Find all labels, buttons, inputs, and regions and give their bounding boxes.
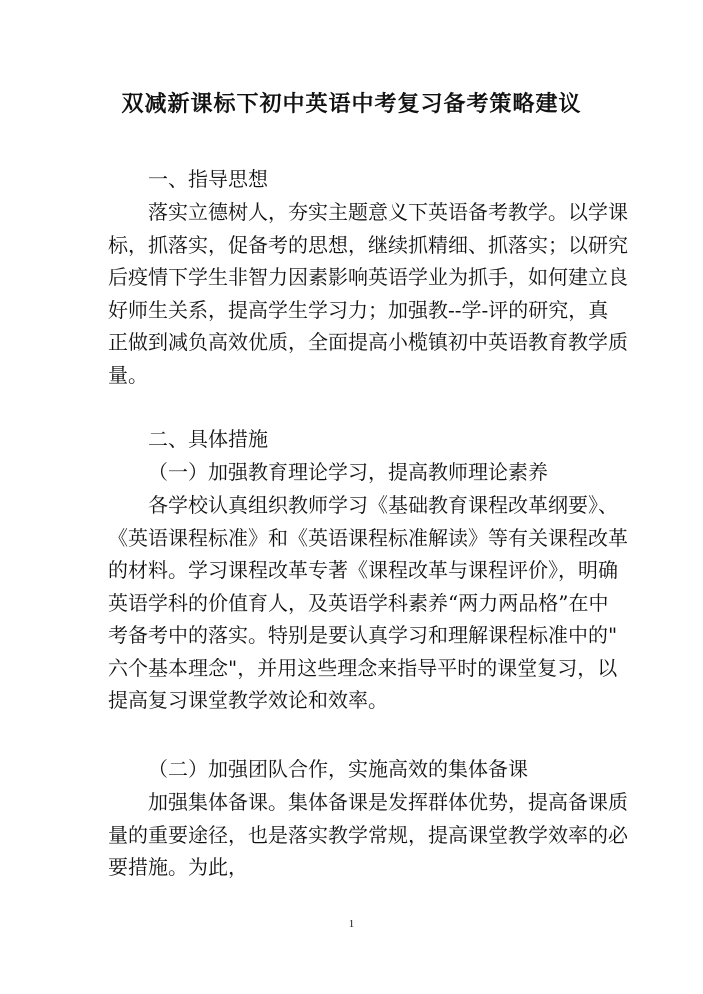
- paragraph-line: 量的重要途径，也是落实教学常规，提高课堂教学效率的必: [108, 822, 628, 847]
- paragraph-line: 的材料。学习课程改革专著《课程改革与课程评价》，明确: [108, 558, 618, 582]
- paragraph-theory-study: [108, 489, 628, 717]
- heading-line: 一、指导思想: [148, 167, 268, 191]
- section-heading-1: [108, 163, 608, 196]
- section-heading-2: [108, 423, 608, 456]
- subsection-heading-2: [108, 753, 608, 786]
- paragraph-line: 考备考中的落实。特别是要认真学习和理解课程标准中的": [108, 623, 618, 647]
- subsection-heading-1: [108, 456, 608, 489]
- heading-line: 二、具体措施: [148, 427, 268, 451]
- paragraph-line: 后疫情下学生非智力因素影响英语学业为抓手，如何建立良: [108, 265, 628, 289]
- paragraph-line: 标，抓落实，促备考的思想，继续抓精细、抓落实；以研究: [108, 232, 628, 257]
- paragraph-line: 正做到减负高效优质，全面提高小榄镇初中英语教育教学质: [108, 330, 628, 354]
- paragraph-line: 《英语课程标准》和《英语课程标准解读》等有关课程改革: [108, 525, 628, 550]
- paragraph-line: 要措施。为此，: [108, 855, 248, 879]
- paragraph-line: 加强集体备课。集体备课是发挥群体优势，提高备课质: [148, 790, 628, 814]
- paragraph-line: 落实立德树人，夯实主题意义下英语备考教学。以学课: [148, 200, 628, 224]
- document-title: 双减新课标下初中英语中考复习备考策略建议: [121, 91, 582, 117]
- heading-line: （一）加强教育理论学习，提高教师理论素养: [148, 460, 548, 484]
- paragraph-line: 提高复习课堂教学效论和效率。: [108, 688, 388, 712]
- paragraph-collective-lesson-prep: [108, 786, 628, 884]
- paragraph-guiding-thought: [108, 196, 628, 391]
- paragraph-line: 量。: [108, 362, 148, 387]
- page-number: 1: [348, 918, 355, 930]
- paragraph-line: 英语学科的价值育人，及英语学科素养“两力两品格”在中: [108, 590, 609, 615]
- paragraph-line: 好师生关系，提高学生学习力；加强教--学-评的研究，真: [108, 297, 609, 322]
- paragraph-line: 六个基本理念"，并用这些理念来指导平时的课堂复习，以: [108, 655, 618, 680]
- heading-line: （二）加强团队合作，实施高效的集体备课: [148, 757, 528, 781]
- paragraph-line: 各学校认真组织教师学习《基础教育课程改革纲要》、: [148, 493, 618, 517]
